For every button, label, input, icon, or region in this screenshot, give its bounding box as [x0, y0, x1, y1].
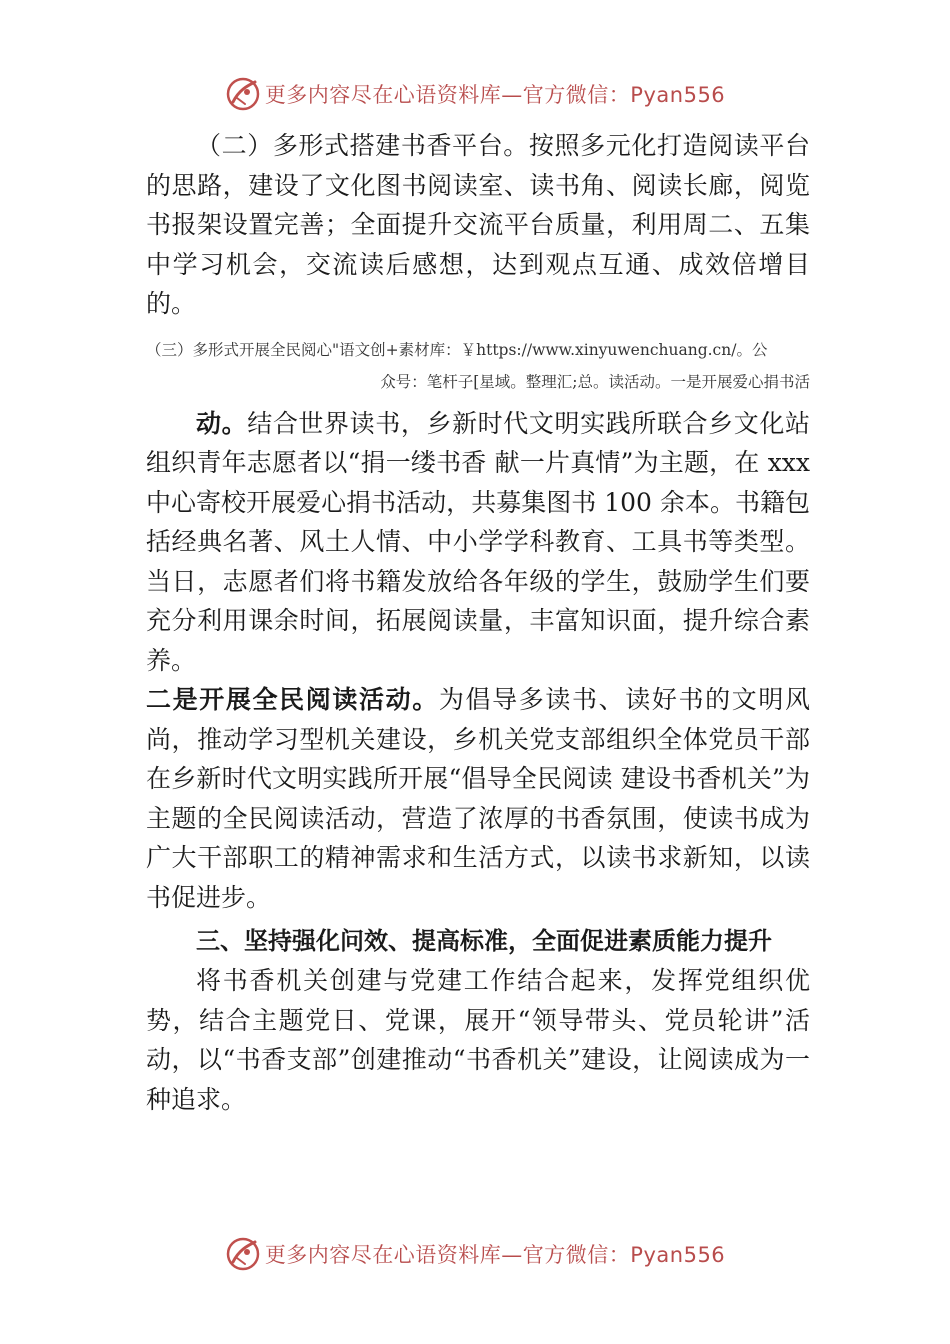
source-note-line2: 众号：笔杆子[星域。整理汇;总。读活动。一是开展爱心捐书活 — [380, 372, 810, 391]
document-body — [146, 126, 810, 1119]
banner-text: 更多内容尽在心语资料库—官方微信：Pyan556 — [264, 1243, 726, 1267]
header-banner — [0, 72, 950, 116]
paragraph-platform: （二）多形式搭建书香平台。按照多元化打造阅读平台的思路，建设了文化图书阅读室、读书角、阅读长廊，阅览 书报架设置完善；全面提升交流平台质量，利用周二、五集中学习机会，交流读后感想，达到观点互通、成效倍增目的。 — [146, 131, 810, 318]
paragraph-donation-lead: 动。 — [196, 408, 248, 438]
section-heading-three: 三、坚持强化问效、提高标准，全面促进素质能力提升 — [196, 927, 772, 955]
brush-seal-logo-icon — [225, 76, 261, 112]
source-note-line1: （三）多形式开展全民阅心"语文创+素材库：￥https://www.xinyuwenchuang.cn/。公 — [146, 340, 768, 359]
brush-seal-logo-icon — [225, 1236, 261, 1272]
paragraph-reading — [146, 680, 810, 917]
paragraph-reading-lead: 二是开展全民阅读活动。 — [146, 685, 439, 714]
paragraph-donation — [146, 404, 810, 681]
paragraph-reading-text: 为倡导多读书、读好书的文明风尚，推动学习型机关建设，乡机关党支部组织全体党员干部在乡新时代文明实践所开展“倡导全民阅读 建设书香机关”为主题的全民阅读活动，营造了浓厚的书香氛围，使读书成为广大干部职工的精神需求和生活方式，以读书求新知，以读书促进步。 — [146, 685, 810, 912]
footer-banner — [0, 1232, 950, 1276]
banner-text: 更多内容尽在心语资料库—官方微信：Pyan556 — [264, 83, 726, 107]
paragraph-party-building: 将书香机关创建与党建工作结合起来，发挥党组织优势，结合主题党日、党课，展开“领导带头、党员轮讲”活动，以“书香支部”创建推动“书香机关”建设，让阅读成为一种追求。 — [146, 966, 810, 1114]
paragraph-donation-text: 结合世界读书，乡新时代文明实践所联合乡文化站组织青年志愿者以“捐一缕书香 献一片真情”为主题，在 xxx 中心寄校开展爱心捐书活动，共募集图书 100 余本。书籍包括经典名著、风土人情、中小学学科教育、工具书等类型。当日，志愿者们将书籍发放给各年级的学生，鼓励学生们要充分利用课余时间，拓展阅读量，丰富知识面，提升综合素养。 — [146, 408, 810, 675]
